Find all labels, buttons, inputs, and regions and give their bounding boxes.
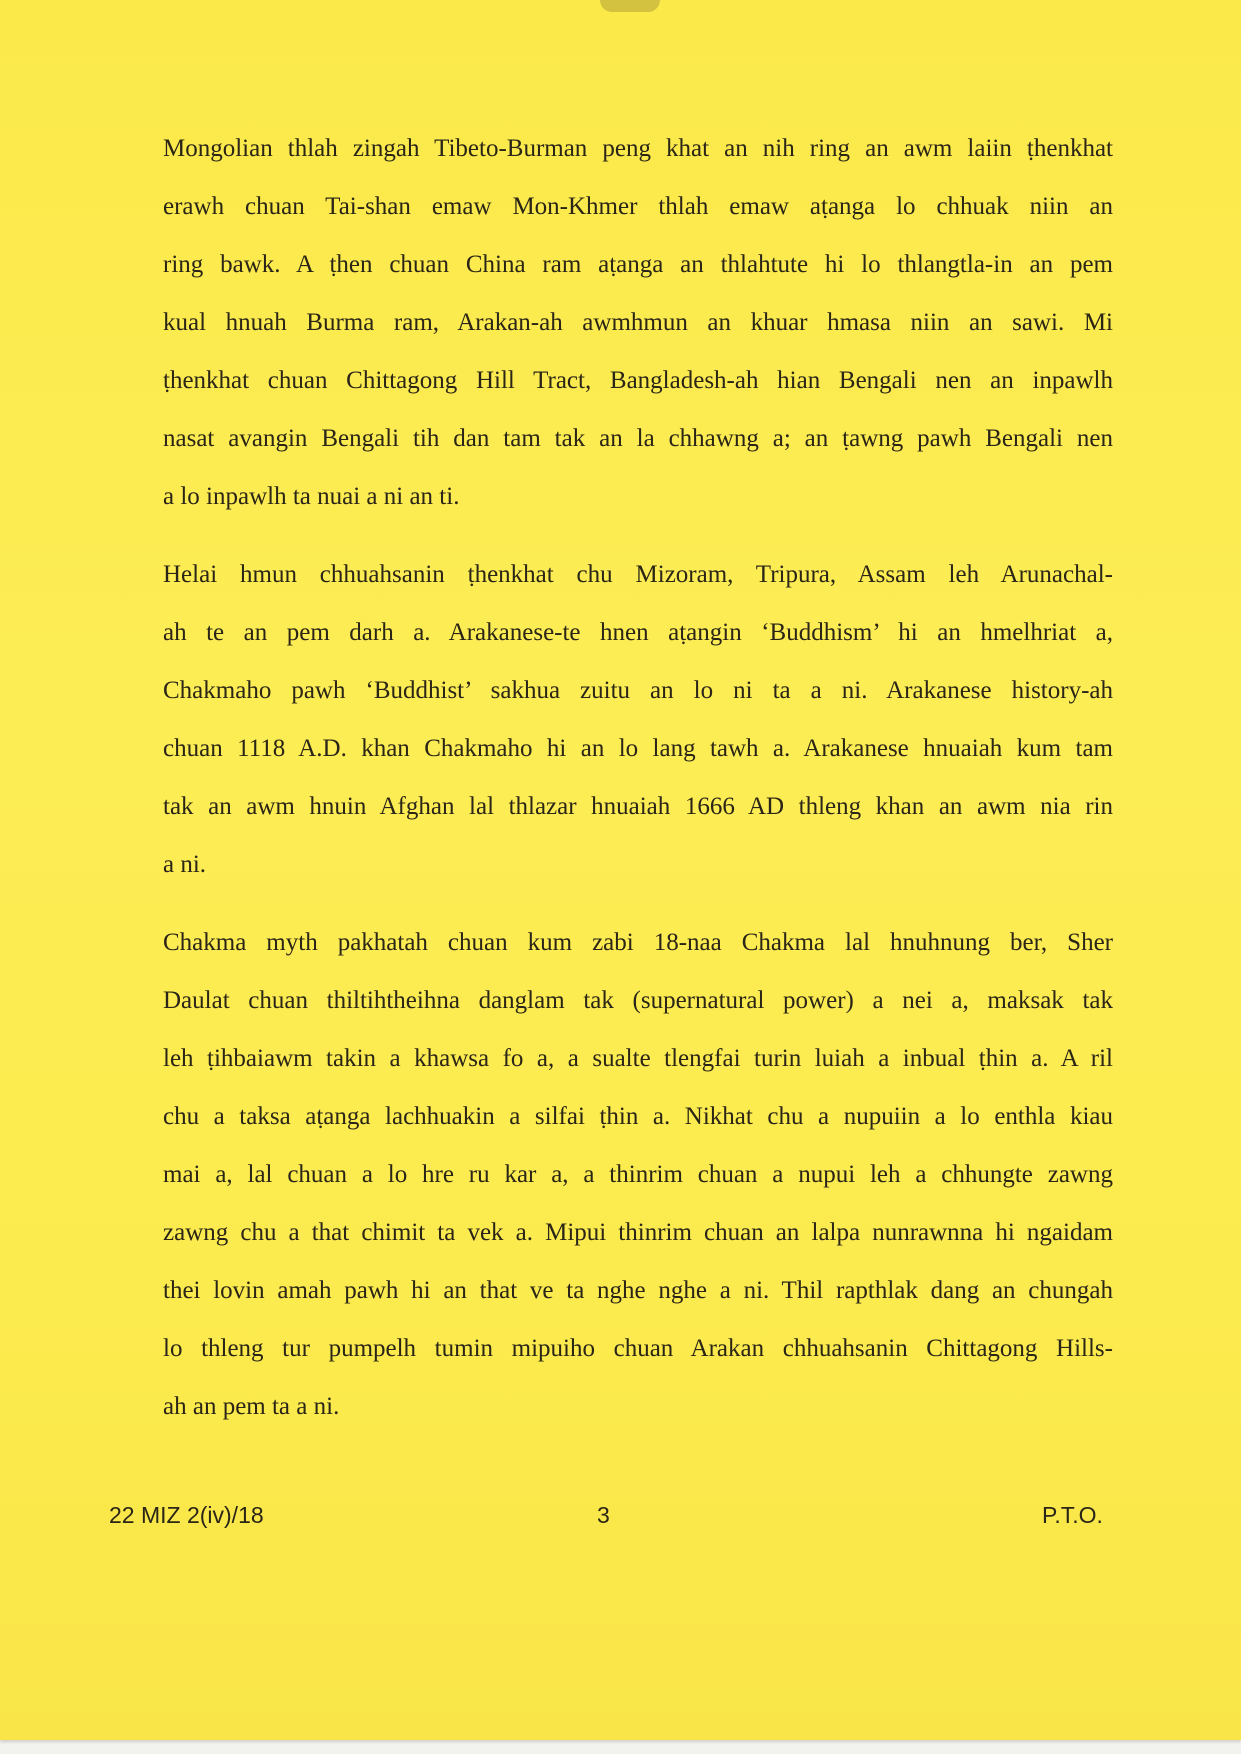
text-line: lo thleng tur pumpelh tumin mipuiho chuan Arakan chhuahsanin Chittagong Hills- [163, 1335, 1113, 1362]
staple-mark [600, 0, 660, 12]
text-line: zawng chu a that chimit ta vek a. Mipui thinrim chuan an lalpa nunrawnna hi ngaidam [163, 1219, 1113, 1246]
text-line: chuan 1118 A.D. khan Chakmaho hi an lo lang tawh a. Arakanese hnuaiah kum tam [163, 735, 1113, 762]
text-line: erawh chuan Tai-shan emaw Mon-Khmer thlah emaw aṭanga lo chhuak niin an [163, 193, 1113, 220]
text-line: Chakma myth pakhatah chuan kum zabi 18-naa Chakma lal hnuhnung ber, Sher [163, 929, 1113, 956]
text-line: mai a, lal chuan a lo hre ru kar a, a thinrim chuan a nupui leh a chhungte zawng [163, 1161, 1113, 1188]
text-line: ṭhenkhat chuan Chittagong Hill Tract, Bangladesh-ah hian Bengali nen an inpawlh [163, 367, 1113, 394]
text-line: ah an pem ta a ni. [163, 1393, 340, 1420]
text-line: Helai hmun chhuahsanin ṭhenkhat chu Mizoram, Tripura, Assam leh Arunachal- [163, 561, 1113, 588]
text-line: thei lovin amah pawh hi an that ve ta nghe nghe a ni. Thil rapthlak dang an chungah [163, 1277, 1113, 1304]
text-line: a ni. [163, 851, 207, 878]
page-body [163, 120, 1113, 1456]
paragraph-2 [163, 546, 1113, 894]
page-number: 3 [597, 1502, 610, 1528]
text-line: Mongolian thlah zingah Tibeto-Burman peng khat an nih ring an awm laiin ṭhenkhat [163, 135, 1113, 162]
text-line: tak an awm hnuin Afghan lal thlazar hnuaiah 1666 AD thleng khan an awm nia rin [163, 793, 1113, 820]
text-line: leh ṭihbaiawm takin a khawsa fo a, a sualte tlengfai turin luiah a inbual ṭhin a. A ril [163, 1045, 1113, 1072]
paragraph-3 [163, 914, 1113, 1436]
text-line: chu a taksa aṭanga lachhuakin a silfai ṭhin a. Nikhat chu a nupuiin a lo enthla kiau [163, 1103, 1113, 1130]
please-turn-over: P.T.O. [1042, 1502, 1103, 1528]
paper-code: 22 MIZ 2(iv)/18 [109, 1502, 264, 1528]
text-line: a lo inpawlh ta nuai a ni an ti. [163, 483, 460, 510]
text-line: ring bawk. A ṭhen chuan China ram aṭanga an thlahtute hi lo thlangtla-in an pem [163, 251, 1113, 278]
paragraph-1 [163, 120, 1113, 526]
text-line: kual hnuah Burma ram, Arakan-ah awmhmun an khuar hmasa niin an sawi. Mi [163, 309, 1113, 336]
page-footer [0, 1502, 1241, 1542]
text-line: nasat avangin Bengali tih dan tam tak an la chhawng a; an ṭawng pawh Bengali nen [163, 425, 1113, 452]
text-line: Daulat chuan thiltihtheihna danglam tak (supernatural power) a nei a, maksak tak [163, 987, 1113, 1014]
text-line: ah te an pem darh a. Arakanese-te hnen aṭangin ‘Buddhism’ hi an hmelhriat a, [163, 619, 1113, 646]
text-line: Chakmaho pawh ‘Buddhist’ sakhua zuitu an lo ni ta a ni. Arakanese history-ah [163, 677, 1113, 704]
